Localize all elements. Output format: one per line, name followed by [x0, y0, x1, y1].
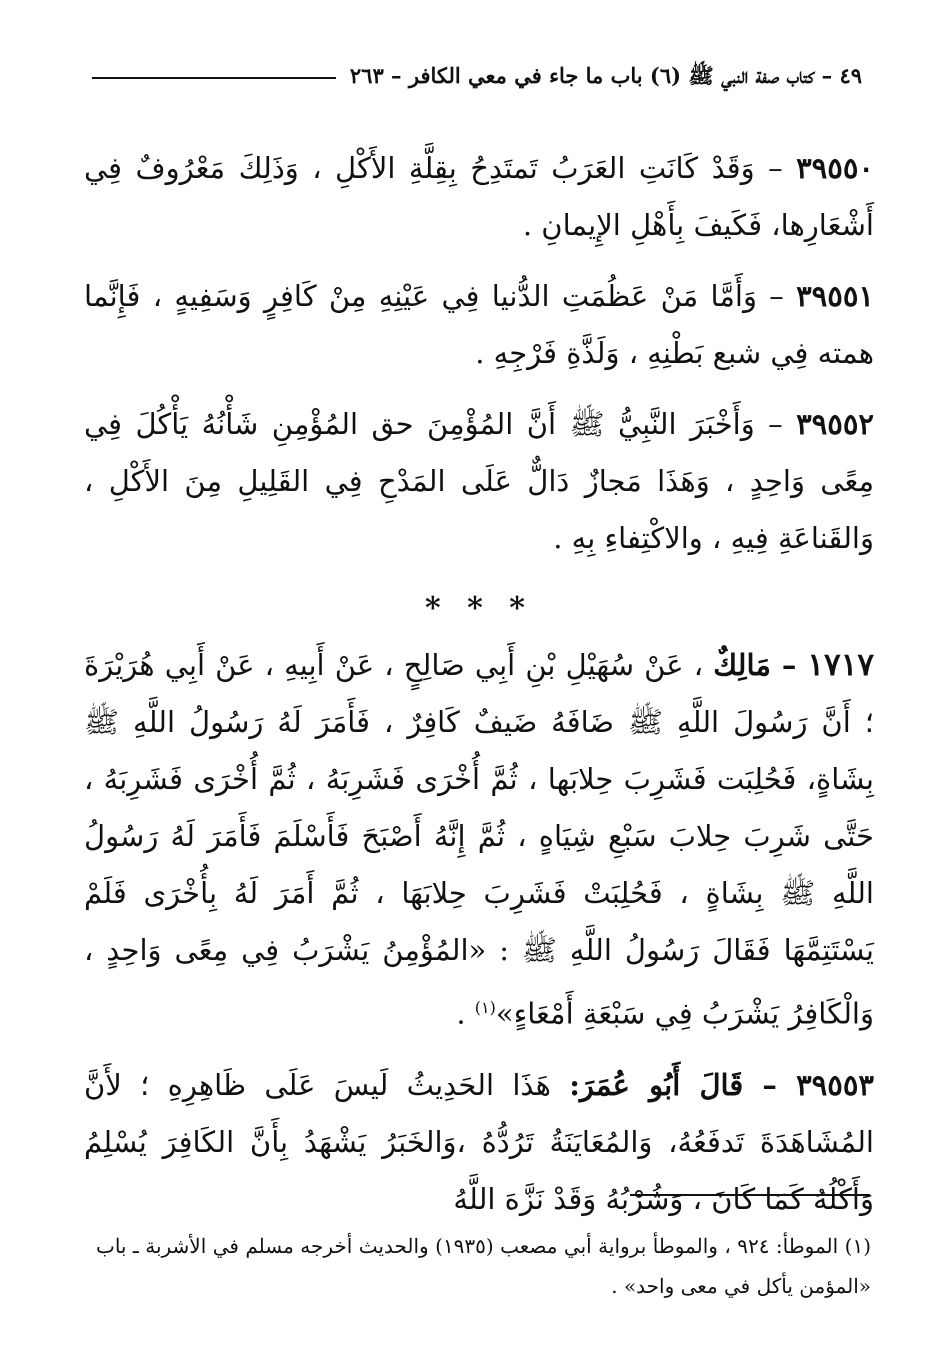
hadith-narrator: – مَالِكٌ: [713, 648, 808, 682]
hadith-number: ١٧١٧: [807, 647, 874, 683]
paragraph-39553: [84, 1057, 874, 1228]
paragraph-39552: [84, 396, 874, 567]
main-text: [84, 140, 874, 1242]
paragraph-number: ٣٩٥٥٠: [796, 151, 874, 185]
hadith-text: ، عَنْ سُهَيْلِ بْنِ أَبِي صَالِحٍ ، عَنْ أَبِيهِ ، عَنْ أَبِي هُرَيْرَةَ ؛ أَنَّ رَسُولَ اللَّهِ ﷺ ضَافَهُ ضَيفٌ كَافِرٌ ، فَأَمَرَ لَهُ رَسُولُ اللَّهِ ﷺ بِشَاةٍ، فَحُلِبَت فَشَرِبَ حِلابَها ، ثُمَّ أُخْرَى فَشَرِبَهُ ، ثُمَّ أُخْرَى فَشَرِبَهُ ، حَتَّى شَرِبَ حِلابَ سَبْعِ شِيَاهٍ ، ثُمَّ إِنَّهُ أَصْبَحَ فَأَسْلَمَ فَأَمَرَ لَهُ رَسُولُ اللَّهِ ﷺ بِشَاةٍ ، فَحُلِبَتْ فَشَرِبَ حِلابَهَا ، ثُمَّ أَمَرَ لَهُ بِأُخْرَى فَلَمْ يَسْتَتِمَّهَا فَقَالَ رَسُولُ اللَّهِ ﷺ : «المُؤْمِنُ يَشْرَبُ فِي مِعًى وَاحِدٍ ، وَالْكَافِرُ يَشْرَبُ فِي سَبْعَةِ أَمْعَاءٍ»: [84, 648, 874, 1031]
running-header: [92, 58, 862, 98]
footnote-divider: [630, 1194, 870, 1196]
speaker-label: – قَالَ أَبُو عُمَرَ:: [569, 1067, 797, 1102]
paragraph-text: – وَأَخْبَرَ النَّبِيُّ ﷺ أَنَّ المُؤْمِنَ حق المُؤْمِنِ شَأْنُهُ يَأْكُلَ فِي مِعًى وَاحِدٍ ، وَهَذَا مَجازٌ دَالٌّ عَلَى المَدْحِ فِي القَلِيلِ مِنَ الأَكْلِ ، وَالقَناعَةِ فِيهِ ، والاكْتِفاءِ بِهِ .: [84, 407, 874, 555]
hadith-1717: [84, 637, 874, 1043]
footnote-1: (١) الموطأ: ٩٢٤ ، والموطأ برواية أبي مصعب (١٩٣٥) والحديث أخرجه مسلم في الأشربة ـ باب «المؤمن يأكل في معى واحد» .: [96, 1234, 871, 1298]
paragraph-number: ٣٩٥٥٣: [796, 1067, 874, 1102]
paragraph-text: – وَأَمَّا مَنْ عَظُمَتِ الدُّنيا فِي عَيْنِهِ مِنْ كَافِرٍ وَسَفِيهٍ ، فَإِنَّما همته فِي شبع بَطْنِهِ ، وَلَذَّةِ فَرْجِهِ .: [84, 279, 874, 370]
hadith-end: .: [456, 996, 475, 1031]
paragraph-text: – وَقَدْ كَانَتِ العَرَبُ تَمتَدِحُ بِقِلَّةِ الأَكْلِ ، وَذَلِكَ مَعْرُوفٌ فِي أَشْعَارِها، فَكَيفَ بِأَهْلِ الإِيمانِ .: [84, 151, 874, 242]
paragraph-39551: [84, 268, 874, 382]
footnote-reference[interactable]: (١): [474, 998, 496, 1017]
paragraph-number: ٣٩٥٥٢: [796, 407, 874, 441]
paragraph-number: ٣٩٥٥١: [796, 279, 874, 313]
section-separator: * * *: [425, 591, 533, 626]
header-title: ٤٩ – كتاب صفة النبي ﷺ (٦) باب ما جاء في معي الكافر – ٢٦٣: [349, 62, 862, 88]
paragraph-39550: [84, 140, 874, 254]
header-rule: [92, 77, 336, 79]
paragraph-text: هَذَا الحَدِيثُ لَيسَ عَلَى ظَاهِرِهِ ؛ لأَنَّ المُشَاهَدَةَ تَدفَعُهُ، وَالمُعَايَنَةُ تَرُدُّهُ ،وَالخَبَرُ يَشْهَدُ بِأَنَّ الكَافِرَ يُسْلِمُ وَأَكْلُهُ كَمَا كَانَ ، وَشُرْبُهُ وَقَدْ نَزَّهَ اللَّهُ: [84, 1067, 874, 1216]
footnotes: [96, 1226, 871, 1306]
